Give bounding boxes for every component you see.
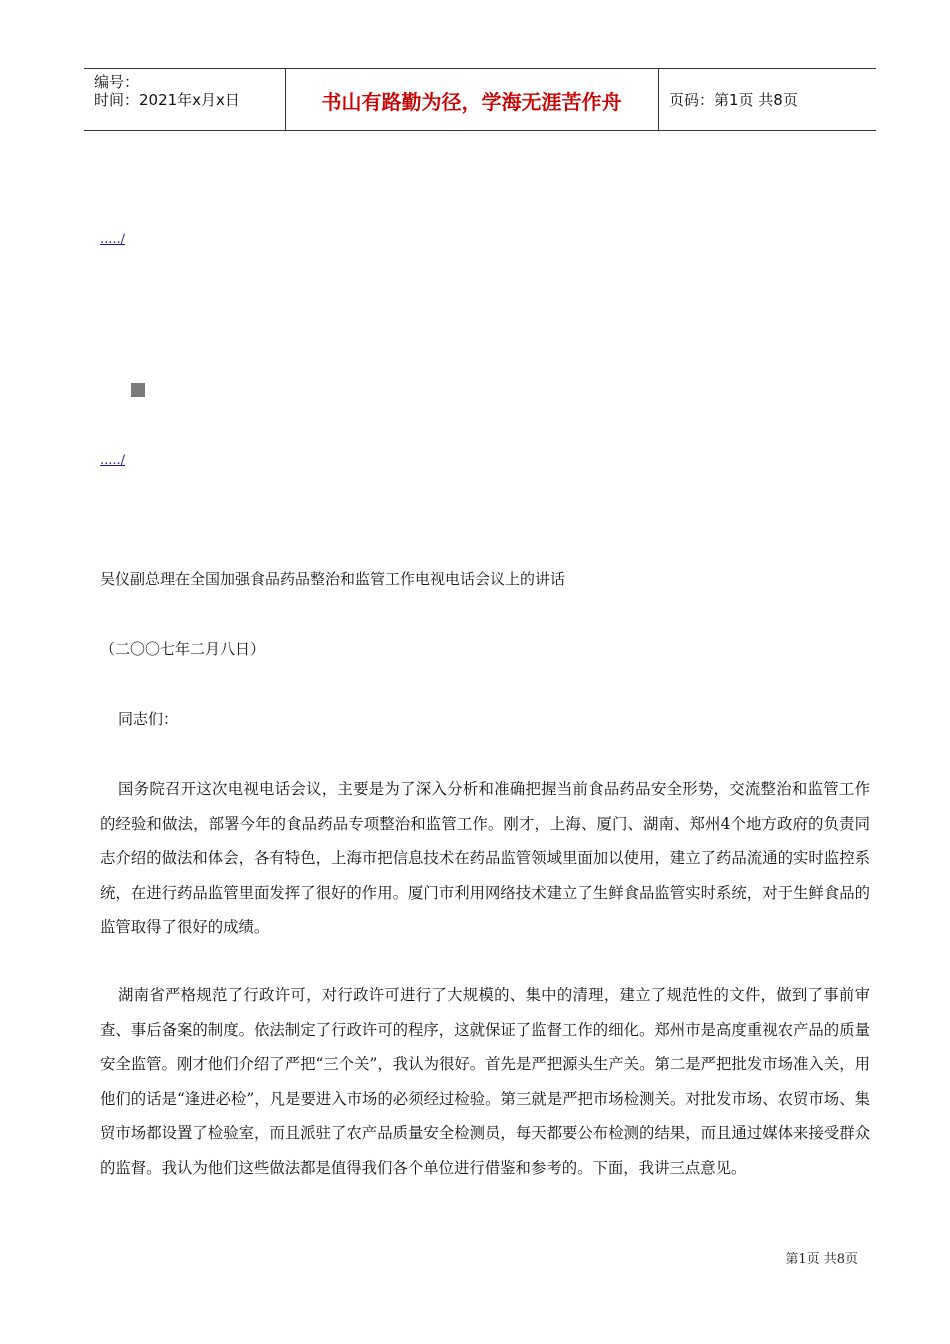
header-info-cell bbox=[84, 69, 286, 130]
page-footer: 第1页 共8页 bbox=[785, 1252, 858, 1267]
placeholder-image-icon bbox=[131, 383, 145, 397]
header-page-number: 页码：第1页 共8页 bbox=[669, 91, 798, 109]
serial-label: 编号： bbox=[94, 73, 140, 91]
motto: 书山有路勤为径，学海无涯苦作舟 bbox=[321, 90, 622, 114]
page-header bbox=[84, 68, 876, 131]
document-date: （二〇〇七年二月八日） bbox=[100, 640, 266, 658]
document-title: 吴仪副总理在全国加强食品药品整治和监管工作电视电话会议上的讲话 bbox=[100, 570, 566, 588]
header-page-cell bbox=[659, 69, 876, 130]
date-line: 时间：2021年x月x日 bbox=[94, 91, 240, 109]
header-motto-cell bbox=[285, 69, 659, 130]
link-1[interactable]: ...../ bbox=[100, 232, 126, 247]
salutation: 同志们： bbox=[118, 710, 179, 728]
paragraph-1: 国务院召开这次电视电话会议，主要是为了深入分析和准确把握当前食品药品安全形势，交流整治和监管工作的经验和做法，部署今年的食品药品专项整治和监管工作。刚才，上海、厦门、湖南、郑州4个地方政府的负责同志介绍的做法和体会，各有特色，上海市把信息技术在药品监管领域里面加以使用，建立了药品流通的实时监控系统，在进行药品监管里面发挥了很好的作用。厦门市利用网络技术建立了生鲜食品监管实时系统，对于生鲜食品的监管取得了很好的成绩。 bbox=[100, 780, 870, 936]
paragraph-2: 湖南省严格规范了行政许可，对行政许可进行了大规模的、集中的清理，建立了规范性的文件，做到了事前审查、事后备案的制度。依法制定了行政许可的程序，这就保证了监督工作的细化。郑州市是高度重视农产品的质量安全监管。刚才他们介绍了严把“三个关”，我认为很好。首先是严把源头生产关。第二是严把批发市场准入关，用他们的话是“逢进必检”，凡是要进入市场的必须经过检验。第三就是严把市场检测关。对批发市场、农贸市场、集贸市场都设置了检验室，而且派驻了农产品质量安全检测员，每天都要公布检测的结果，而且通过媒体来接受群众的监督。我认为他们这些做法都是值得我们各个单位进行借鉴和参考的。下面，我讲三点意见。 bbox=[100, 986, 870, 1177]
link-2[interactable]: ...../ bbox=[100, 453, 126, 468]
